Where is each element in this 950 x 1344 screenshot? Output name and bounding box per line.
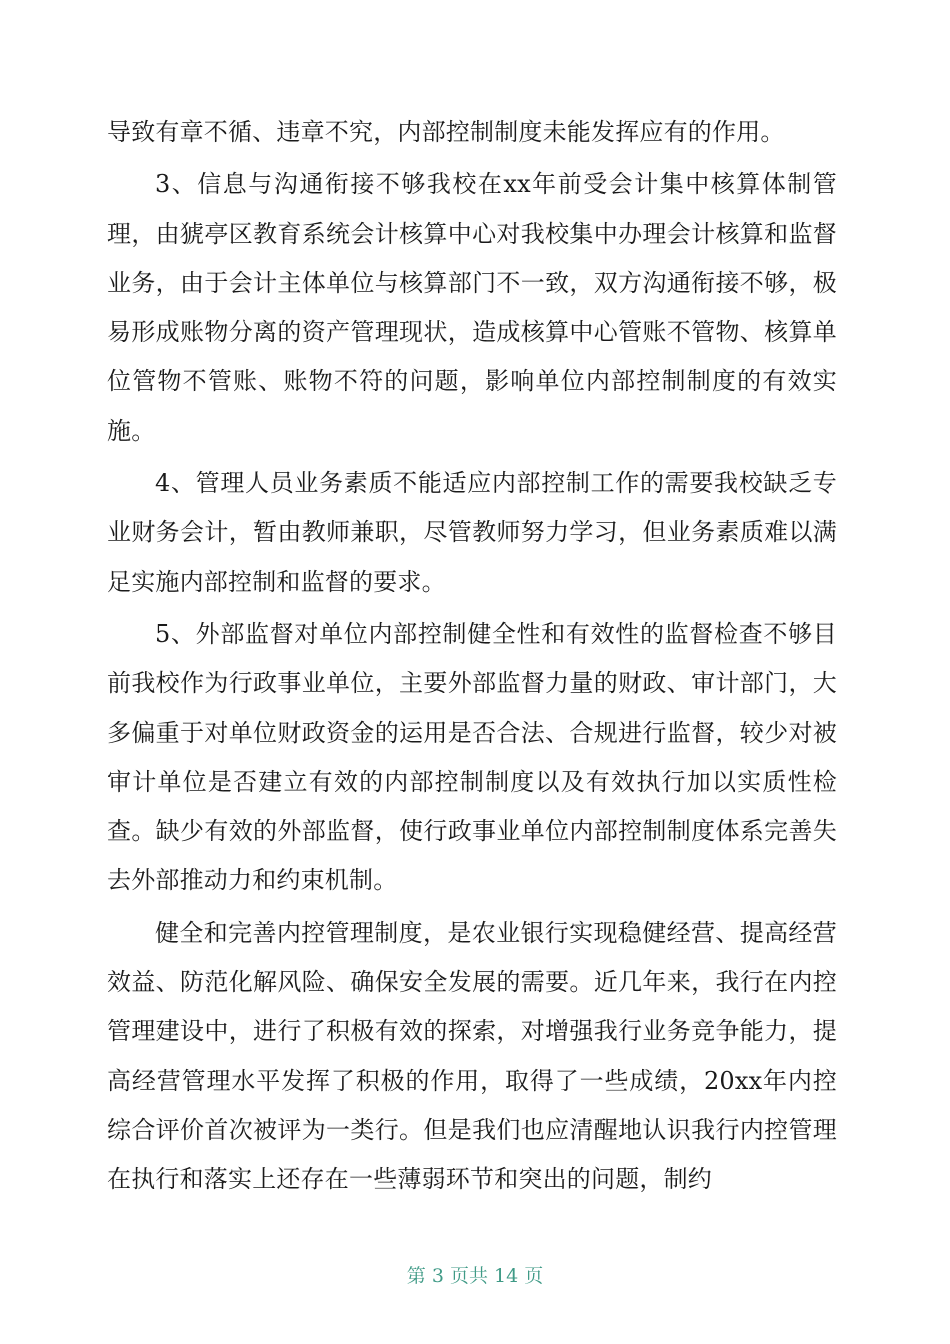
paragraph-item-4: 4、管理人员业务素质不能适应内部控制工作的需要我校缺乏专业财务会计，暂由教师兼职，尽管教师努力学习，但业务素质难以满足实施内部控制和监督的要求。 [107,469,837,596]
document-body [107,108,837,1208]
page-number-footer: 第 3 页共 14 页 [406,1265,544,1287]
paragraph-item-5: 5、外部监督对单位内部控制健全性和有效性的监督检查不够目前我校作为行政事业单位，主要外部监督力量的财政、审计部门，大多偏重于对单位财政资金的运用是否合法、合规进行监督，较少对被审计单位是否建立有效的内部控制制度以及有效执行加以实质性检查。缺少有效的外部监督，使行政事业单位内部控制制度体系完善失去外部推动力和约束机制。 [107,619,837,895]
paragraph-bank-internal-control: 健全和完善内控管理制度，是农业银行实现稳健经营、提高经营效益、防范化解风险、确保安全发展的需要。近几年来，我行在内控管理建设中，进行了积极有效的探索，对增强我行业务竞争能力，提高经营管理水平发挥了积极的作用，取得了一些成绩，20xx年内控综合评价首次被评为一类行。但是我们也应清醒地认识我行内控管理在执行和落实上还存在一些薄弱环节和突出的问题，制约 [107,918,837,1194]
paragraph-item-3: 3、信息与沟通衔接不够我校在xx年前受会计集中核算体制管理，由猇亭区教育系统会计核算中心对我校集中办理会计核算和监督业务，由于会计主体单位与核算部门不一致，双方沟通衔接不够，极易形成账物分离的资产管理现状，造成核算中心管账不管物、核算单位管物不管账、账物不符的问题，影响单位内部控制制度的有效实施。 [107,170,837,445]
paragraph-continuation: 导致有章不循、违章不究，内部控制制度未能发挥应有的作用。 [107,118,785,146]
